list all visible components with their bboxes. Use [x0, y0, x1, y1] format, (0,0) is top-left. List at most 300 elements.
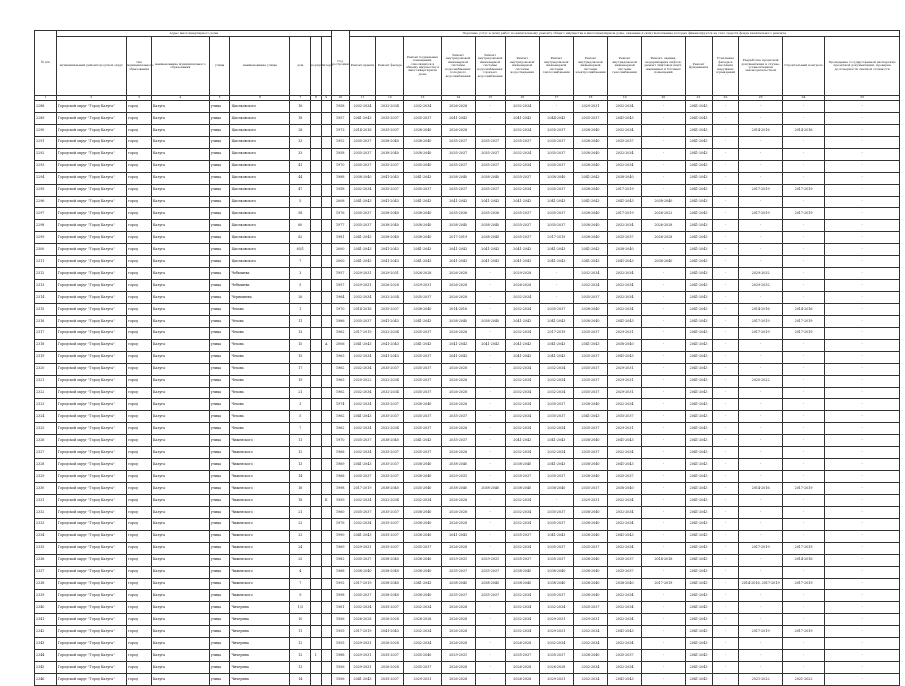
table-cell: [311, 578, 321, 590]
table-cell: 2038-2040: [404, 303, 441, 315]
table-cell: 33: [290, 136, 311, 148]
table-cell: 1963: [331, 351, 349, 363]
table-cell: [321, 506, 331, 518]
table-cell: -: [782, 136, 824, 148]
table-cell: 2035-2037: [404, 411, 441, 423]
table-cell: -: [475, 518, 505, 530]
table-cell: 2014-2016: [441, 303, 475, 315]
table-cell: 2035-2037: [376, 518, 404, 530]
table-cell: 2318: [35, 339, 57, 351]
table-cell: 2032-2034: [608, 447, 642, 459]
table-cell: 2038-2040: [376, 554, 404, 566]
table-cell: улица: [209, 256, 230, 268]
table-cell: Чижевского: [230, 471, 290, 483]
table-cell: Городской округ "Город Калуга": [56, 184, 126, 196]
table-cell: улица: [209, 602, 230, 614]
table-cell: 2332: [35, 506, 57, 518]
table-cell: -: [739, 471, 782, 483]
table-cell: -: [825, 459, 900, 471]
table-cell: 2029-2031: [475, 554, 505, 566]
table-cell: -: [712, 387, 739, 399]
table-cell: 2041-2043: [685, 124, 712, 136]
table-cell: -: [475, 530, 505, 542]
table-cell: 2035-2037: [349, 136, 376, 148]
table-cell: [321, 101, 331, 113]
table-cell: 2029-2031: [349, 650, 376, 662]
table-cell: -: [782, 160, 824, 172]
table-cell: город: [127, 339, 152, 351]
table-cell: -: [739, 399, 782, 411]
table-cell: 1973: [331, 124, 349, 136]
table-cell: 2038-2040: [608, 483, 642, 495]
table-cell: 2041-2043: [539, 256, 573, 268]
table-cell: Циолковского: [230, 184, 290, 196]
table-cell: 2041-2043: [685, 471, 712, 483]
table-cell: город: [127, 566, 152, 578]
table-cell: -: [712, 423, 739, 435]
table-cell: 2038-2040: [441, 483, 475, 495]
table-cell: 2029-2031: [349, 638, 376, 650]
table-cell: 2029-2031: [539, 674, 573, 686]
table-cell: 2035-2037: [376, 112, 404, 124]
table-cell: 1964: [331, 292, 349, 304]
table-row: [35, 554, 900, 566]
table-cell: -: [712, 459, 739, 471]
table-cell: 2017-2019: [349, 327, 376, 339]
table-cell: 2035-2037: [539, 148, 573, 160]
table-cell: 2017-2019: [739, 626, 782, 638]
table-cell: 2032-2034: [608, 292, 642, 304]
table-cell: 2041-2043: [685, 578, 712, 590]
table-cell: 2041-2043: [404, 339, 441, 351]
table-cell: 2035-2037: [376, 124, 404, 136]
table-cell: 2032-2034: [608, 124, 642, 136]
table-cell: 2026-2028: [441, 518, 475, 530]
table-cell: 2026-2028: [441, 327, 475, 339]
table-cell: 2032-2034: [608, 220, 642, 232]
table-cell: Калуга: [151, 303, 209, 315]
table-cell: 2026-2028: [376, 638, 404, 650]
table-cell: 2035-2037: [404, 542, 441, 554]
table-cell: [311, 160, 321, 172]
table-cell: 2041-2043: [475, 244, 505, 256]
table-cell: -: [642, 101, 685, 113]
table-cell: Городской округ "Город Калуга": [56, 268, 126, 280]
table-cell: 2041-2043: [685, 136, 712, 148]
table-cell: 2017-2019: [642, 578, 685, 590]
table-cell: 2334: [35, 530, 57, 542]
table-cell: [321, 578, 331, 590]
table-cell: -: [712, 303, 739, 315]
table-cell: улица: [209, 590, 230, 602]
col-header: литера: [321, 37, 331, 96]
table-row: [35, 578, 900, 590]
table-cell: -: [642, 423, 685, 435]
table-cell: 2032-2034: [505, 447, 539, 459]
table-cell: 2035-2037: [349, 471, 376, 483]
table-cell: 2041-2043: [685, 638, 712, 650]
table-cell: улица: [209, 578, 230, 590]
table-cell: 2035-2037: [376, 530, 404, 542]
table-cell: 2035-2037: [539, 208, 573, 220]
table-cell: 2041-2043: [685, 268, 712, 280]
table-cell: улица: [209, 387, 230, 399]
table-cell: город: [127, 184, 152, 196]
table-cell: [321, 530, 331, 542]
table-cell: 7: [290, 423, 311, 435]
table-cell: [321, 315, 331, 327]
table-cell: [311, 303, 321, 315]
table-cell: Городской округ "Город Калуга": [56, 662, 126, 674]
table-cell: 2038-2040: [376, 232, 404, 244]
table-cell: улица: [209, 650, 230, 662]
table-cell: 2035-2037: [539, 136, 573, 148]
table-cell: 2017-2019: [608, 184, 642, 196]
table-cell: -: [642, 662, 685, 674]
table-cell: 2041-2043: [685, 662, 712, 674]
table-cell: -: [475, 363, 505, 375]
table-cell: -: [712, 590, 739, 602]
table-cell: [321, 160, 331, 172]
table-cell: 1956: [331, 614, 349, 626]
table-row: [35, 303, 900, 315]
table-cell: Калуга: [151, 363, 209, 375]
table-cell: Калуга: [151, 566, 209, 578]
table-cell: [311, 220, 321, 232]
table-cell: Чичерина: [230, 650, 290, 662]
table-cell: -: [642, 638, 685, 650]
table-cell: 5: [290, 280, 311, 292]
table-cell: улица: [209, 363, 230, 375]
table-cell: Чехова: [230, 387, 290, 399]
table-cell: улица: [209, 327, 230, 339]
table-row: [35, 136, 900, 148]
table-cell: 47: [290, 184, 311, 196]
table-cell: 2035-2037: [505, 220, 539, 232]
table-cell: Калуга: [151, 494, 209, 506]
table-cell: [321, 471, 331, 483]
table-cell: -: [825, 124, 900, 136]
col-header: Ремонт крыши: [349, 37, 376, 96]
table-cell: Городской округ "Город Калуга": [56, 136, 126, 148]
table-cell: 2315: [35, 303, 57, 315]
table-cell: 2038-2040: [441, 578, 475, 590]
table-cell: 2008: [331, 196, 349, 208]
table-cell: -: [782, 339, 824, 351]
table-cell: улица: [209, 292, 230, 304]
table-cell: -: [475, 423, 505, 435]
table-row: [35, 232, 900, 244]
table-cell: 2032-2034: [376, 101, 404, 113]
table-cell: -: [642, 124, 685, 136]
table-cell: -: [642, 590, 685, 602]
table-cell: 2035-2037: [475, 566, 505, 578]
table-cell: [321, 387, 331, 399]
table-cell: [311, 136, 321, 148]
table-cell: Городской округ "Город Калуга": [56, 160, 126, 172]
capital-repair-table: [34, 30, 900, 686]
table-cell: 2038-2040: [349, 172, 376, 184]
table-cell: [311, 459, 321, 471]
table-cell: 2041-2043: [376, 339, 404, 351]
table-cell: 2029-2031: [349, 280, 376, 292]
table-cell: город: [127, 411, 152, 423]
table-cell: -: [782, 662, 824, 674]
table-cell: 2038-2040: [642, 196, 685, 208]
table-cell: 2035-2037: [349, 435, 376, 447]
table-cell: Калуга: [151, 530, 209, 542]
group-header-works: Перечень услуг и (или) работ по капитальному ремонту общего имущества в многоквартирном доме, оказание и (или) выполнение которых финансируется за счет средств фонда капитального ремонта: [349, 31, 899, 37]
table-cell: 2041-2043: [376, 196, 404, 208]
table-cell: 2038-2040: [376, 566, 404, 578]
col-header: Ремонт внутридомовой инженерной системы водоснабжения: горячего водоснабжения: [475, 37, 505, 96]
table-cell: улица: [209, 208, 230, 220]
table-cell: 2029-2028: [505, 268, 539, 280]
table-cell: город: [127, 542, 152, 554]
table-cell: -: [782, 494, 824, 506]
table-cell: 2325: [35, 423, 57, 435]
table-row: [35, 459, 900, 471]
table-cell: [311, 148, 321, 160]
table-cell: Циолковского: [230, 148, 290, 160]
table-cell: 2017-2019: [739, 542, 782, 554]
table-cell: -: [642, 411, 685, 423]
table-cell: Городской округ "Город Калуга": [56, 483, 126, 495]
table-cell: [311, 566, 321, 578]
table-cell: -: [642, 112, 685, 124]
table-cell: 2032-2034: [608, 590, 642, 602]
table-cell: -: [825, 208, 900, 220]
table-cell: Чебышева: [230, 268, 290, 280]
table-cell: 2038-2040: [404, 566, 441, 578]
table-cell: Городской округ "Город Калуга": [56, 220, 126, 232]
table-cell: 2032-2034: [376, 423, 404, 435]
table-cell: Калуга: [151, 638, 209, 650]
table-cell: 2041-2043: [685, 363, 712, 375]
table-cell: 2032-2034: [608, 399, 642, 411]
table-cell: 2035-2037: [539, 124, 573, 136]
table-cell: -: [739, 160, 782, 172]
table-cell: Калуга: [151, 674, 209, 686]
table-cell: 65/1: [290, 244, 311, 256]
table-cell: 2041-2043: [685, 590, 712, 602]
table-cell: Калуга: [151, 196, 209, 208]
table-cell: -: [825, 339, 900, 351]
table-cell: 2044-2043: [539, 112, 573, 124]
table-cell: 2313: [35, 280, 57, 292]
table-cell: 2017-2019: [349, 626, 376, 638]
table-cell: 2299: [35, 232, 57, 244]
table-cell: город: [127, 244, 152, 256]
table-cell: Чижевского: [230, 530, 290, 542]
table-row: [35, 399, 900, 411]
table-cell: 2035-2037: [608, 232, 642, 244]
table-cell: 14: [290, 471, 311, 483]
table-cell: -: [825, 554, 900, 566]
table-cell: Циолковского: [230, 101, 290, 113]
table-cell: улица: [209, 423, 230, 435]
table-cell: 2035-2037: [404, 351, 441, 363]
table-row: [35, 160, 900, 172]
table-cell: 2316: [35, 315, 57, 327]
table-cell: -: [712, 184, 739, 196]
table-cell: [311, 363, 321, 375]
table-cell: город: [127, 303, 152, 315]
table-cell: 2035-2037: [539, 303, 573, 315]
table-cell: 60: [290, 220, 311, 232]
table-cell: 2026-2028: [441, 447, 475, 459]
table-cell: улица: [209, 136, 230, 148]
table-cell: 2041-2043: [539, 351, 573, 363]
table-cell: Городской округ "Город Калуга": [56, 208, 126, 220]
table-cell: [321, 256, 331, 268]
table-cell: город: [127, 554, 152, 566]
table-cell: 2035-2037: [573, 351, 607, 363]
table-cell: 2041-2043: [685, 626, 712, 638]
table-cell: -: [825, 148, 900, 160]
table-cell: 1998: [331, 590, 349, 602]
table-cell: 1988: [331, 172, 349, 184]
table-cell: 2026-2022: [642, 208, 685, 220]
table-cell: город: [127, 578, 152, 590]
table-cell: -: [642, 530, 685, 542]
table-cell: 2035-2037: [404, 375, 441, 387]
table-cell: город: [127, 268, 152, 280]
table-cell: Калуга: [151, 112, 209, 124]
table-cell: 2026-2028: [376, 280, 404, 292]
table-row: [35, 101, 900, 113]
table-cell: [311, 530, 321, 542]
table-cell: 2035-2037: [376, 411, 404, 423]
table-cell: 2032-2034: [608, 614, 642, 626]
table-cell: -: [825, 423, 900, 435]
table-cell: 2038-2040: [573, 554, 607, 566]
table-cell: -: [782, 411, 824, 423]
table-cell: 58: [290, 208, 311, 220]
table-row: [35, 411, 900, 423]
table-cell: 21: [290, 387, 311, 399]
table-cell: 2032-2034: [505, 399, 539, 411]
table-cell: Городской округ "Город Калуга": [56, 327, 126, 339]
table-cell: -: [782, 172, 824, 184]
table-cell: город: [127, 208, 152, 220]
table-cell: -: [825, 447, 900, 459]
table-cell: -: [739, 662, 782, 674]
table-cell: Циолковского: [230, 208, 290, 220]
table-cell: 2041-2043: [608, 674, 642, 686]
table-cell: 2321: [35, 375, 57, 387]
table-cell: 2017-2019: [608, 208, 642, 220]
table-cell: Чехова: [230, 339, 290, 351]
table-cell: 2331: [35, 494, 57, 506]
table-cell: Калуга: [151, 136, 209, 148]
table-cell: улица: [209, 447, 230, 459]
table-cell: 2029-2031: [573, 614, 607, 626]
table-cell: 2041-2043: [349, 530, 376, 542]
table-cell: 2041-2043: [441, 196, 475, 208]
table-cell: 2035-2037: [505, 208, 539, 220]
table-cell: Городской округ "Город Калуга": [56, 399, 126, 411]
table-cell: [321, 411, 331, 423]
table-cell: город: [127, 447, 152, 459]
table-cell: 2041-2043: [349, 339, 376, 351]
table-cell: 2041-2043: [608, 112, 642, 124]
table-cell: 2041-2043: [685, 280, 712, 292]
table-cell: -: [475, 674, 505, 686]
table-cell: Чижевского: [230, 578, 290, 590]
table-row: [35, 435, 900, 447]
table-cell: 2017-2019: [739, 208, 782, 220]
table-cell: 2026-2028: [441, 506, 475, 518]
table-cell: -: [642, 435, 685, 447]
table-cell: 2041-2043: [685, 554, 712, 566]
table-cell: 2017-2019: [782, 315, 824, 327]
table-cell: 33: [290, 148, 311, 160]
table-cell: 1988: [331, 650, 349, 662]
table-cell: 2026-2028: [441, 638, 475, 650]
table-cell: Городской округ "Город Калуга": [56, 602, 126, 614]
table-cell: -: [825, 530, 900, 542]
table-cell: 2041-2043: [573, 339, 607, 351]
table-cell: Калуга: [151, 650, 209, 662]
table-cell: 2038-2040: [475, 172, 505, 184]
table-cell: 2041-2043: [685, 208, 712, 220]
table-cell: -: [782, 614, 824, 626]
table-row: [35, 184, 900, 196]
table-cell: Калуга: [151, 662, 209, 674]
table-cell: -: [475, 351, 505, 363]
table-cell: 2029-2031: [608, 387, 642, 399]
table-cell: 2038-2040: [376, 208, 404, 220]
table-cell: -: [825, 399, 900, 411]
table-cell: 1974: [331, 399, 349, 411]
table-cell: -: [642, 327, 685, 339]
table-cell: 2038-2040: [404, 590, 441, 602]
table-cell: 25: [290, 554, 311, 566]
table-cell: 1957: [331, 280, 349, 292]
table-cell: 2041-2043: [685, 518, 712, 530]
group-header-address: Адрес многоквартирного дома: [56, 31, 331, 37]
col-number: 6: [230, 96, 290, 101]
table-row: [35, 220, 900, 232]
table-cell: 2035-2037: [475, 590, 505, 602]
table-cell: 11: [290, 435, 311, 447]
table-cell: 1962: [331, 387, 349, 399]
table-cell: Городской округ "Город Калуга": [56, 339, 126, 351]
table-cell: 2333: [35, 518, 57, 530]
table-cell: 2038-2040: [573, 459, 607, 471]
table-cell: -: [782, 387, 824, 399]
table-cell: [311, 315, 321, 327]
table-cell: 2038-2040: [376, 148, 404, 160]
table-cell: 2035-2037: [475, 184, 505, 196]
table-cell: 2038-2040: [539, 172, 573, 184]
table-cell: 2038-2040: [505, 459, 539, 471]
table-cell: 1962: [331, 411, 349, 423]
table-cell: [311, 280, 321, 292]
col-number: 13: [404, 96, 441, 101]
table-cell: 2032-2034: [573, 662, 607, 674]
table-cell: 2038-2040: [376, 136, 404, 148]
table-row: [35, 148, 900, 160]
table-cell: 2038-2040: [573, 148, 607, 160]
table-cell: 2038-2040: [573, 506, 607, 518]
table-cell: 15: [290, 339, 311, 351]
table-cell: -: [739, 172, 782, 184]
table-cell: [321, 638, 331, 650]
table-cell: 2041-2043: [505, 351, 539, 363]
table-cell: 2035-2037: [376, 399, 404, 411]
